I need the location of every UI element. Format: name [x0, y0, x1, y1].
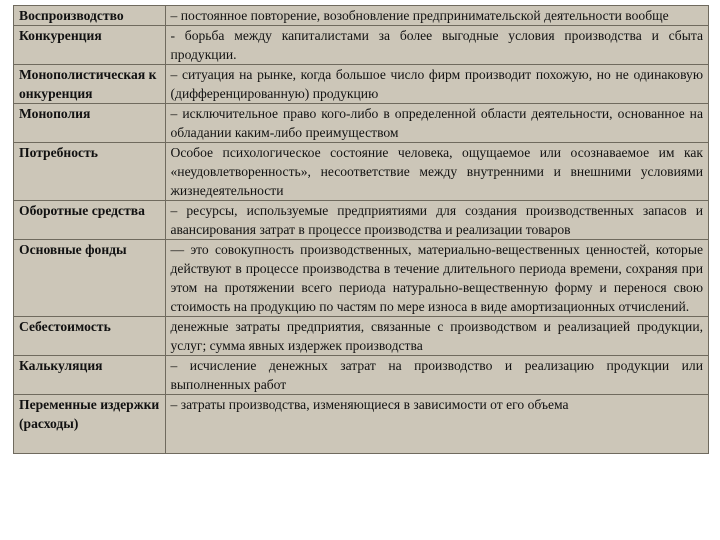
- term-cell: Калькуляция: [14, 356, 165, 395]
- table-row: [14, 104, 708, 143]
- table-row: [14, 6, 708, 26]
- definition-cell: — это совокупность производственных, материально-вещественных ценностей, которые действуют в процессе производства в течение длительного периода времени, сохраняя при этом на протяжении всего периода натурально-вещественную форму и перенося свою стоимость на продукцию по частям по мере износа в виде амортизационных отчислений.: [165, 240, 708, 317]
- table-row: [14, 317, 708, 356]
- definition-cell: – постоянное повторение, возобновление предпринимательской деятельности вообще: [170, 8, 669, 23]
- table-row: [14, 26, 708, 65]
- definition-cell: – ситуация на рынке, когда большое число фирм производит похожую, но не одинаковую (дифференцированную) продукцию: [165, 65, 708, 104]
- term-cell: Воспроизводство: [14, 6, 165, 26]
- table-row: [14, 201, 708, 240]
- table-row: [14, 65, 708, 104]
- definition-cell: – затраты производства, изменяющиеся в зависимости от его объема: [165, 395, 708, 454]
- table-row: [14, 143, 708, 201]
- definition-cell: – исключительное право кого-либо в определенной области деятельности, основанное на обладании каким-либо преимуществом: [165, 104, 708, 143]
- term-cell: Монополистическая конкуренция: [14, 65, 165, 104]
- definitions-table-frame: [13, 5, 709, 454]
- term-cell: Себестоимость: [14, 317, 165, 356]
- term-cell: Потребность: [14, 143, 165, 201]
- term-cell: Конкуренция: [14, 26, 165, 65]
- table-row: [14, 240, 708, 317]
- term-cell: Монополия: [14, 104, 165, 143]
- term-cell: Переменные издержки (расходы): [14, 395, 165, 454]
- definition-cell: – исчисление денежных затрат на производство и реализацию продукции или выполненных работ: [165, 356, 708, 395]
- definition-cell: – ресурсы, используемые предприятиями для создания производственных запасов и авансирования затрат в процессе производства и реализации товаров: [165, 201, 708, 240]
- definitions-table: [14, 6, 708, 453]
- term-cell: Оборотные средства: [14, 201, 165, 240]
- table-row: [14, 356, 708, 395]
- table-row: [14, 395, 708, 454]
- definition-cell: Особое психологическое состояние человека, ощущаемое или осознаваемое им как «неудовлетворенность», несоответствие между внутренними и внешними условиями жизнедеятельности: [165, 143, 708, 201]
- term-cell: Основные фонды: [14, 240, 165, 317]
- definition-cell: денежные затраты предприятия, связанные с производством и реализацией продукции, услуг; сумма явных издержек производства: [165, 317, 708, 356]
- definition-cell: - борьба между капиталистами за более выгодные условия производства и сбыта продукции.: [165, 26, 708, 65]
